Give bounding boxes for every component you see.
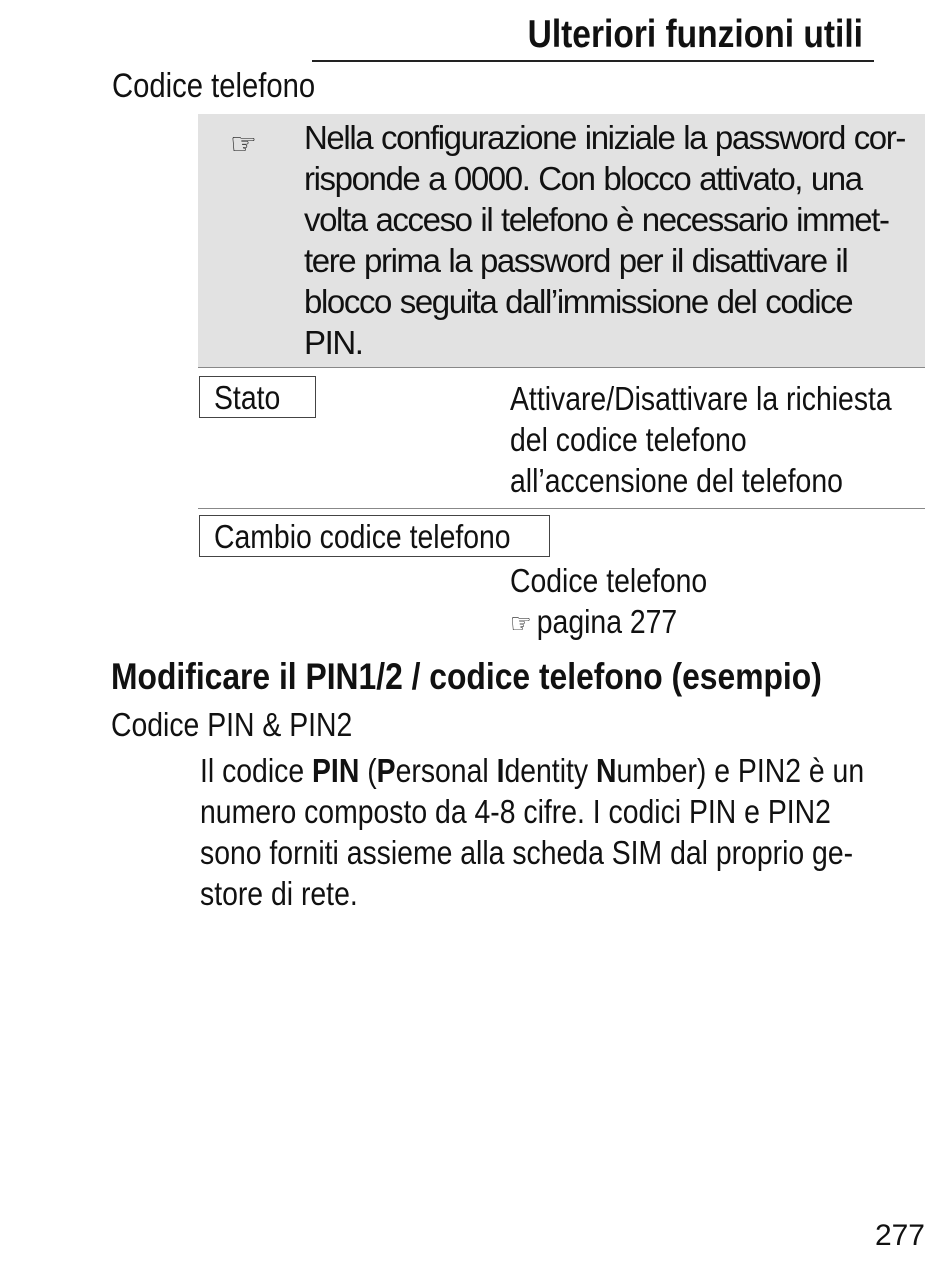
bold-run: PIN — [312, 752, 360, 789]
note-line: blocco seguita dall’immissione del codice — [304, 283, 853, 320]
cambio-description — [510, 560, 930, 644]
subheading-pin — [111, 705, 392, 745]
text-run: ( — [359, 752, 377, 789]
page-header-title-text: Ulteriori funzioni utili — [527, 13, 863, 56]
header-divider — [312, 60, 874, 62]
text-run: umber) e PIN2 è un — [616, 752, 865, 789]
paragraph-line: store di rete. — [200, 875, 358, 912]
paragraph-line: sono forniti assieme alla scheda SIM dal proprio ge- — [200, 834, 854, 871]
text-run: Il codice — [200, 752, 313, 789]
description-line: Attivare/Disattivare la richiesta — [510, 380, 892, 417]
bold-run: P — [376, 752, 396, 789]
note-line: PIN. — [304, 324, 363, 361]
hand-pointing-icon: ☞ — [230, 128, 257, 161]
page-reference — [510, 601, 930, 644]
description-line: del codice telefono — [510, 421, 747, 458]
paragraph-line: numero composto da 4-8 cifre. I codici PIN e PIN2 — [200, 793, 831, 830]
menu-key-label: Cambio codice telefono — [214, 518, 511, 555]
subheading-text: Codice PIN & PIN2 — [111, 706, 353, 743]
menu-key-cambio-codice-telefono — [199, 515, 550, 557]
note-line: volta acceso il telefono è necessario immet- — [304, 201, 889, 238]
section-title-text: Codice telefono — [112, 67, 316, 105]
note-divider — [198, 367, 925, 368]
note-line: Nella configurazione iniziale la password cor- — [304, 119, 905, 156]
row-divider — [198, 508, 925, 509]
page-number: 277 — [874, 1219, 925, 1252]
section-heading-text: Modificare il PIN1/2 / codice telefono (esempio) — [111, 656, 822, 697]
page-header-title — [473, 12, 863, 58]
note-line: risponde a 0000. Con blocco attivato, una — [304, 160, 862, 197]
menu-key-stato — [199, 376, 316, 418]
note-text — [304, 117, 914, 363]
bold-run: N — [595, 752, 617, 789]
page-reference-text: pagina 277 — [536, 603, 678, 640]
note-line: tere prima la password per il disattivare il — [304, 242, 848, 279]
pin-paragraph — [200, 750, 930, 914]
section-heading-modify-pin — [111, 654, 938, 700]
menu-key-label: Stato — [214, 379, 281, 416]
bold-run: I — [496, 752, 505, 789]
stato-description — [510, 378, 930, 501]
section-title-codice-telefono — [112, 66, 348, 106]
text-run: dentity — [504, 752, 596, 789]
hand-pointing-icon: ☞ — [510, 608, 532, 639]
description-line: all’accensione del telefono — [510, 462, 843, 499]
description-line: Codice telefono — [510, 562, 708, 599]
text-run: ersonal — [395, 752, 497, 789]
